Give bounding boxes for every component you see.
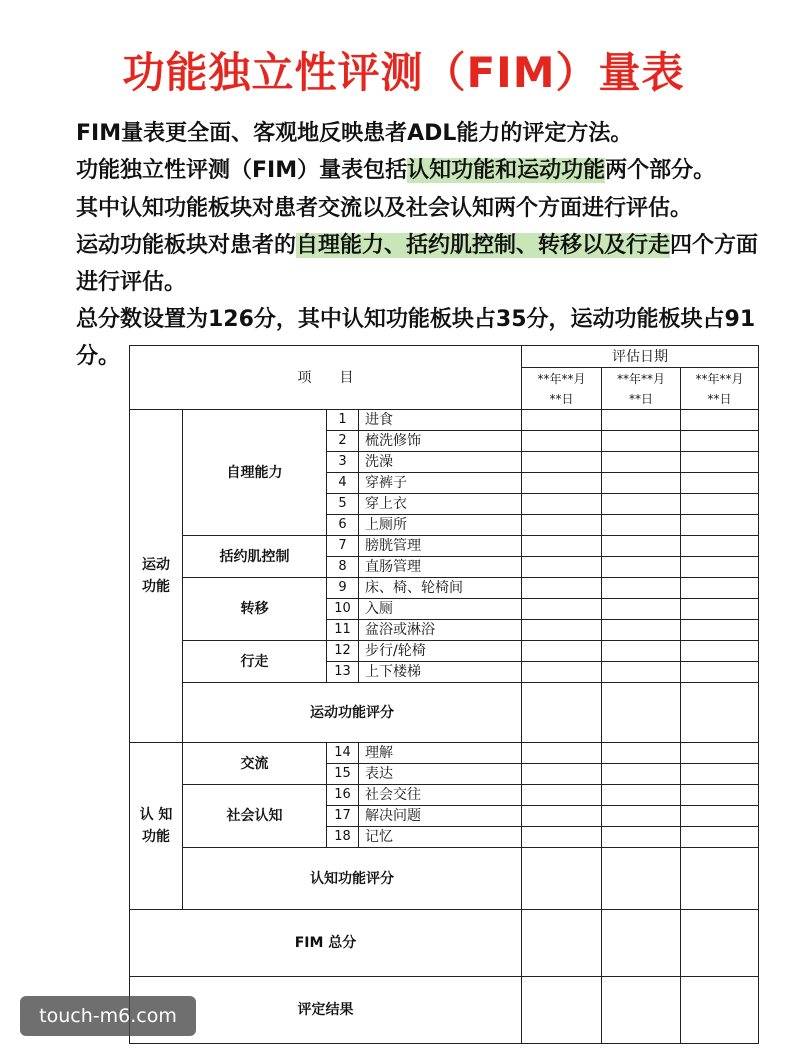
score-cell[interactable] — [522, 683, 602, 743]
item-number: 10 — [327, 599, 359, 620]
result-label: 评定结果 — [130, 977, 522, 1044]
intro-text-4c: 四个方面进行评估。 — [76, 233, 759, 295]
score-cell[interactable] — [681, 599, 759, 620]
header-date: 评估日期 — [522, 346, 759, 368]
score-cell[interactable] — [522, 641, 602, 662]
item-number: 15 — [327, 764, 359, 785]
item-number: 16 — [327, 785, 359, 806]
score-cell[interactable] — [602, 620, 681, 641]
score-cell[interactable] — [602, 848, 681, 910]
item-name: 穿裤子 — [359, 473, 522, 494]
item-number: 13 — [327, 662, 359, 683]
item-number: 18 — [327, 827, 359, 848]
item-number: 1 — [327, 410, 359, 431]
score-cell[interactable] — [602, 827, 681, 848]
header-item: 项 目 — [130, 346, 522, 410]
motor-function-label: 运动 功能 — [130, 410, 183, 743]
intro-highlight-4: 自理能力、括约肌控制、转移以及行走 — [296, 233, 671, 258]
item-number: 8 — [327, 557, 359, 578]
intro-line-1 — [76, 115, 796, 152]
item-name: 床、椅、轮椅间 — [359, 578, 522, 599]
score-cell[interactable] — [522, 848, 602, 910]
cognitive-score-label: 认知功能评分 — [183, 848, 522, 910]
score-cell[interactable] — [602, 557, 681, 578]
score-cell[interactable] — [522, 515, 602, 536]
score-cell[interactable] — [602, 743, 681, 764]
item-number: 12 — [327, 641, 359, 662]
item-name: 步行/轮椅 — [359, 641, 522, 662]
item-name: 穿上衣 — [359, 494, 522, 515]
score-cell[interactable] — [602, 806, 681, 827]
intro-text-1: FIM量表更全面、客观地反映患者ADL能力的评定方法。 — [76, 121, 633, 146]
item-number: 6 — [327, 515, 359, 536]
score-cell[interactable] — [681, 910, 759, 977]
score-cell[interactable] — [681, 641, 759, 662]
score-cell[interactable] — [681, 785, 759, 806]
score-cell[interactable] — [522, 599, 602, 620]
item-name: 进食 — [359, 410, 522, 431]
score-cell[interactable] — [522, 431, 602, 452]
score-cell[interactable] — [681, 410, 759, 431]
item-name: 梳洗修饰 — [359, 431, 522, 452]
score-cell[interactable] — [681, 515, 759, 536]
score-cell[interactable] — [681, 620, 759, 641]
item-name: 社会交往 — [359, 785, 522, 806]
score-cell[interactable] — [681, 764, 759, 785]
intro-line-3 — [76, 190, 796, 227]
score-cell[interactable] — [602, 641, 681, 662]
item-name: 盆浴或淋浴 — [359, 620, 522, 641]
intro-text-4a: 运动功能板块对患者的 — [76, 233, 297, 258]
score-cell[interactable] — [602, 494, 681, 515]
score-cell[interactable] — [522, 620, 602, 641]
motor-score-label: 运动功能评分 — [183, 683, 522, 743]
score-cell[interactable] — [522, 536, 602, 557]
item-name: 表达 — [359, 764, 522, 785]
score-cell[interactable] — [522, 977, 602, 1044]
score-cell[interactable] — [681, 452, 759, 473]
item-number: 2 — [327, 431, 359, 452]
item-number: 4 — [327, 473, 359, 494]
item-number: 5 — [327, 494, 359, 515]
score-cell[interactable] — [681, 683, 759, 743]
group-locomotion: 行走 — [183, 641, 327, 683]
fim-table — [129, 345, 759, 1044]
item-name: 上厕所 — [359, 515, 522, 536]
score-cell[interactable] — [602, 578, 681, 599]
item-name: 洗澡 — [359, 452, 522, 473]
fim-total-label: FIM 总分 — [130, 910, 522, 977]
score-cell[interactable] — [681, 662, 759, 683]
score-cell[interactable] — [522, 662, 602, 683]
score-cell[interactable] — [522, 473, 602, 494]
date-col-1: **年**月 **日 — [522, 368, 602, 410]
intro-line-2 — [76, 152, 796, 189]
score-cell[interactable] — [522, 578, 602, 599]
score-cell[interactable] — [602, 431, 681, 452]
score-cell[interactable] — [522, 827, 602, 848]
date-col-3: **年**月 **日 — [681, 368, 759, 410]
intro-text-3: 其中认知功能板块对患者交流以及社会认知两个方面进行评估。 — [76, 196, 693, 221]
score-cell[interactable] — [522, 764, 602, 785]
score-cell[interactable] — [681, 578, 759, 599]
intro-text-2a: 功能独立性评测（FIM）量表包括 — [76, 158, 408, 183]
item-name: 膀胱管理 — [359, 536, 522, 557]
score-cell[interactable] — [602, 785, 681, 806]
score-cell[interactable] — [602, 977, 681, 1044]
score-cell[interactable] — [522, 806, 602, 827]
score-cell[interactable] — [681, 494, 759, 515]
cognitive-function-label: 认 知 功能 — [130, 743, 183, 910]
score-cell[interactable] — [681, 431, 759, 452]
date-col-2: **年**月 **日 — [602, 368, 681, 410]
score-cell[interactable] — [602, 662, 681, 683]
score-cell[interactable] — [681, 743, 759, 764]
score-cell[interactable] — [602, 536, 681, 557]
item-name: 解决问题 — [359, 806, 522, 827]
score-cell[interactable] — [681, 536, 759, 557]
score-cell[interactable] — [681, 848, 759, 910]
score-cell[interactable] — [522, 410, 602, 431]
score-cell[interactable] — [522, 494, 602, 515]
item-number: 17 — [327, 806, 359, 827]
score-cell[interactable] — [602, 452, 681, 473]
score-cell[interactable] — [681, 806, 759, 827]
item-number: 7 — [327, 536, 359, 557]
item-number: 11 — [327, 620, 359, 641]
group-communication: 交流 — [183, 743, 327, 785]
score-cell[interactable] — [522, 743, 602, 764]
item-name: 直肠管理 — [359, 557, 522, 578]
score-cell[interactable] — [602, 515, 681, 536]
item-number: 9 — [327, 578, 359, 599]
page-title: 功能独立性评测（FIM）量表 — [122, 48, 685, 97]
item-name: 理解 — [359, 743, 522, 764]
score-cell[interactable] — [522, 557, 602, 578]
score-cell[interactable] — [602, 410, 681, 431]
score-cell[interactable] — [602, 473, 681, 494]
group-transfer: 转移 — [183, 578, 327, 641]
score-cell[interactable] — [602, 599, 681, 620]
item-number: 3 — [327, 452, 359, 473]
item-name: 入厕 — [359, 599, 522, 620]
group-social: 社会认知 — [183, 785, 327, 848]
item-name: 上下楼梯 — [359, 662, 522, 683]
score-cell[interactable] — [681, 977, 759, 1044]
score-cell[interactable] — [602, 764, 681, 785]
intro-text-2c: 两个部分。 — [605, 158, 716, 183]
watermark: touch-m6.com — [20, 996, 196, 1036]
score-cell[interactable] — [602, 683, 681, 743]
group-self-care: 自理能力 — [183, 410, 327, 536]
score-cell[interactable] — [602, 910, 681, 977]
intro-line-4 — [76, 227, 776, 301]
score-cell[interactable] — [681, 473, 759, 494]
intro-highlight-2: 认知功能和运动功能 — [407, 158, 606, 183]
item-name: 记忆 — [359, 827, 522, 848]
score-cell[interactable] — [681, 557, 759, 578]
score-cell[interactable] — [522, 452, 602, 473]
score-cell[interactable] — [681, 827, 759, 848]
intro-text-5: 总分数设置为126分，其中认知功能板块占35分，运动功能板块占91分。 — [76, 307, 756, 369]
score-cell[interactable] — [522, 910, 602, 977]
item-number: 14 — [327, 743, 359, 764]
group-sphincter: 括约肌控制 — [183, 536, 327, 578]
score-cell[interactable] — [522, 785, 602, 806]
